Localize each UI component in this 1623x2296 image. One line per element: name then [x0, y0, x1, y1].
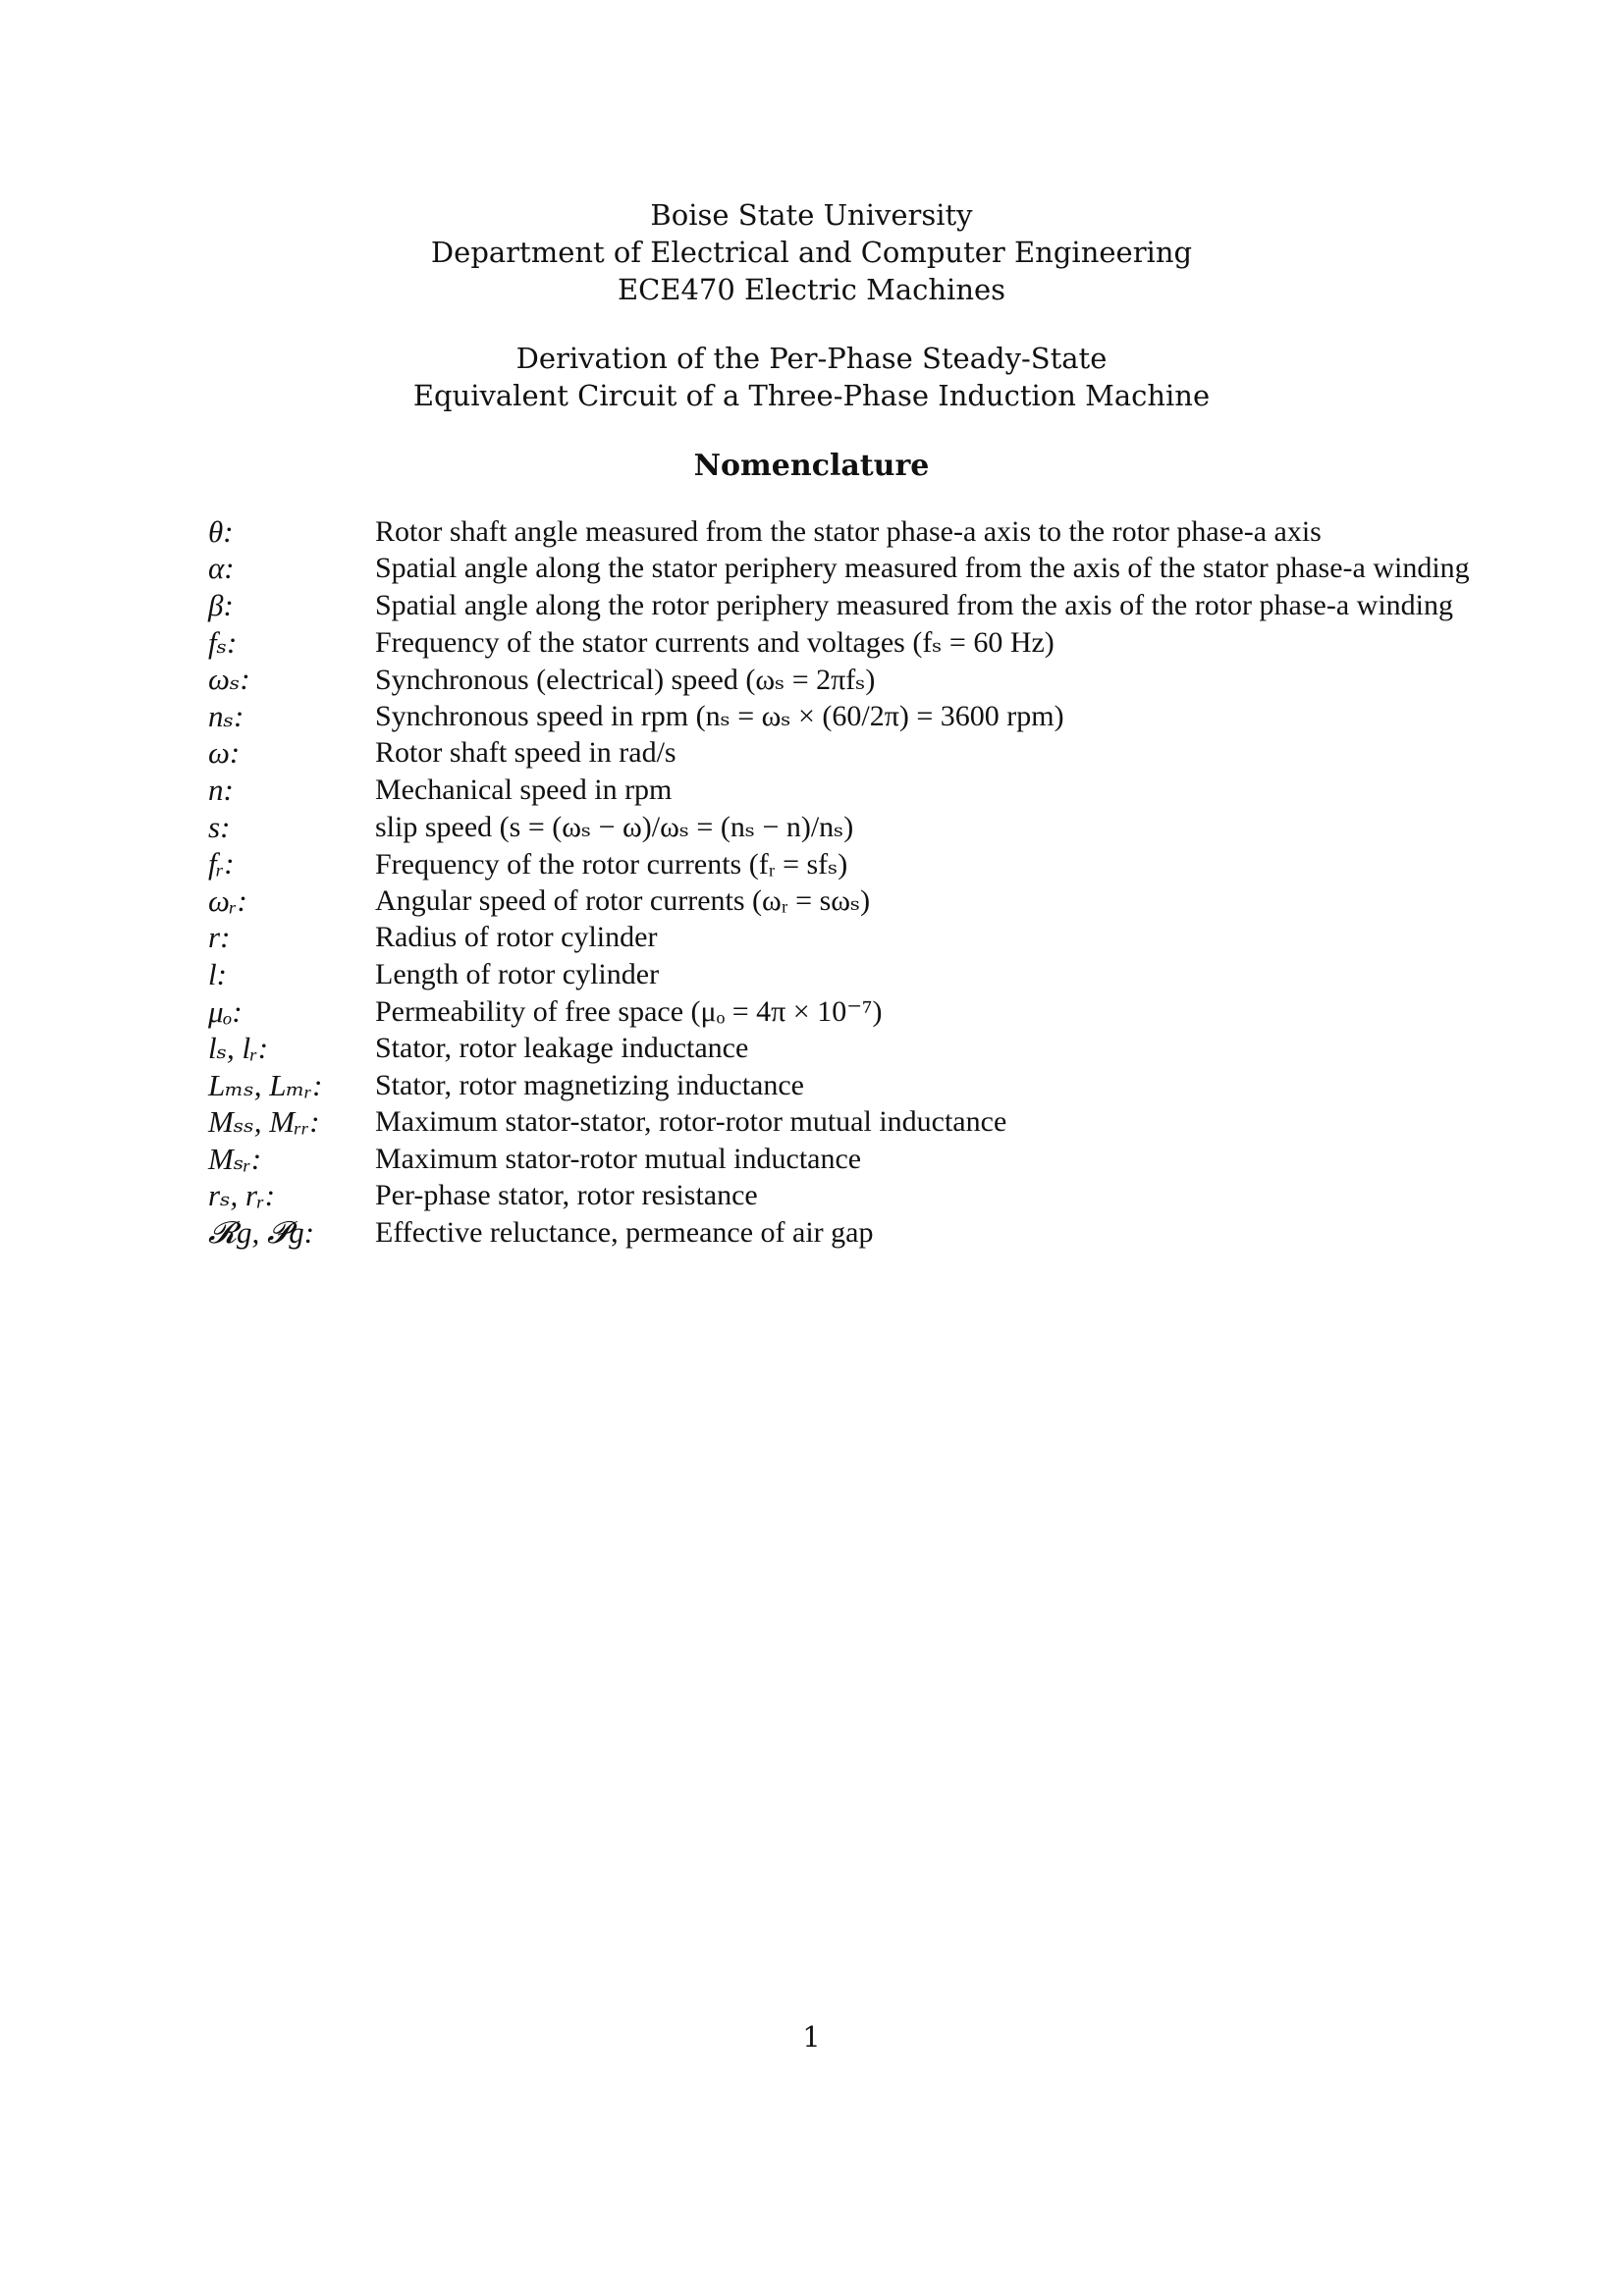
nomenclature-definition: Stator, rotor leakage inductance [375, 1032, 749, 1065]
department-name: Department of Electrical and Computer Engineering [430, 236, 1193, 269]
nomenclature-symbol: r: [208, 920, 231, 955]
nomenclature-symbol: ω: [208, 735, 241, 771]
course-name: ECE470 Electric Machines [617, 273, 1006, 306]
nomenclature-row [208, 624, 1602, 662]
section-heading-nomenclature: Nomenclature [693, 449, 930, 483]
nomenclature-definition: Rotor shaft speed in rad/s [375, 736, 676, 770]
nomenclature-row [208, 920, 1602, 957]
nomenclature-definition: Spatial angle along the stator periphery measured from the axis of the stator phase-a winding [375, 552, 1470, 585]
nomenclature-symbol: β: [208, 587, 234, 622]
university-name: Boise State University [650, 198, 973, 232]
nomenclature-row [208, 1141, 1602, 1178]
nomenclature-definition: Angular speed of rotor currents (ωᵣ = sωₛ) [375, 884, 871, 918]
nomenclature-row [208, 551, 1602, 588]
nomenclature-definition: Synchronous speed in rpm (nₛ = ωₛ × (60/2π) = 3600 rpm) [375, 700, 1064, 733]
nomenclature-definition: Spatial angle along the rotor periphery measured from the axis of the rotor phase-a winding [375, 588, 1453, 621]
nomenclature-symbol: ωᵣ: [208, 882, 247, 918]
nomenclature-row [208, 1030, 1602, 1067]
nomenclature-definition: Effective reluctance, permeance of air gap [375, 1216, 874, 1250]
nomenclature-symbol: ωₛ: [208, 662, 250, 697]
nomenclature-symbol: n: [208, 772, 234, 807]
nomenclature-definition: Permeability of free space (μₒ = 4π × 10⁻⁷) [375, 995, 883, 1029]
nomenclature-row [208, 1104, 1602, 1142]
nomenclature-row [208, 1214, 1602, 1252]
title-line-1: Derivation of the Per-Phase Steady-State [515, 342, 1108, 375]
nomenclature-definition: Length of rotor cylinder [375, 957, 660, 990]
nomenclature-definition: Frequency of the stator currents and voltages (fₛ = 60 Hz) [375, 626, 1055, 660]
nomenclature-row [208, 513, 1602, 551]
nomenclature-row [208, 1178, 1602, 1215]
nomenclature-definition: slip speed (s = (ωₛ − ω)/ωₛ = (nₛ − n)/nₛ) [375, 811, 854, 844]
nomenclature-definition: Mechanical speed in rpm [375, 773, 673, 806]
nomenclature-definition: Maximum stator-rotor mutual inductance [375, 1142, 862, 1175]
nomenclature-row [208, 587, 1602, 624]
document-header [0, 196, 1623, 485]
nomenclature-symbol: θ: [208, 513, 234, 549]
nomenclature-row [208, 882, 1602, 920]
nomenclature-symbol: Mₛₛ, Mᵣᵣ: [208, 1104, 320, 1140]
nomenclature-definition: Maximum stator-stator, rotor-rotor mutual inductance [375, 1105, 1007, 1139]
nomenclature-row [208, 661, 1602, 698]
nomenclature-symbol: s: [208, 809, 231, 844]
nomenclature-row [208, 735, 1602, 773]
nomenclature-symbol: lₛ, lᵣ: [208, 1031, 269, 1066]
nomenclature-row [208, 956, 1602, 993]
nomenclature-symbol: α: [208, 551, 235, 586]
nomenclature-definition: Rotor shaft angle measured from the stator phase-a axis to the rotor phase-a axis [375, 514, 1322, 548]
nomenclature-symbol: μₒ: [208, 993, 243, 1029]
nomenclature-definition: Stator, rotor magnetizing inductance [375, 1068, 804, 1101]
nomenclature-symbol: Mₛᵣ: [208, 1141, 262, 1176]
page-number: 1 [802, 2020, 821, 2054]
nomenclature-row [208, 993, 1602, 1031]
nomenclature-definition: Frequency of the rotor currents (fᵣ = sfₛ) [375, 847, 848, 881]
nomenclature-definition: Synchronous (electrical) speed (ωₛ = 2πfₛ) [375, 663, 876, 696]
nomenclature-symbol: fₛ: [208, 624, 238, 660]
nomenclature-row [208, 845, 1602, 882]
title-line-2: Equivalent Circuit of a Three-Phase Induction Machine [412, 379, 1211, 412]
nomenclature-symbol: l: [208, 956, 227, 991]
nomenclature-symbol: nₛ: [208, 698, 244, 733]
nomenclature-row [208, 809, 1602, 846]
nomenclature-symbol: 𝓡g, 𝓟g: [208, 1214, 315, 1250]
nomenclature-row [208, 772, 1602, 809]
nomenclature-symbol: fᵣ: [208, 846, 235, 881]
nomenclature-row [208, 698, 1602, 735]
nomenclature-definition: Per-phase stator, rotor resistance [375, 1179, 758, 1212]
document-title [0, 340, 1623, 414]
nomenclature-definition: Radius of rotor cylinder [375, 921, 658, 954]
nomenclature-list [208, 513, 1602, 1252]
nomenclature-symbol: Lₘₛ, Lₘᵣ: [208, 1067, 323, 1102]
nomenclature-row [208, 1067, 1602, 1104]
nomenclature-symbol: rₛ, rᵣ: [208, 1178, 276, 1213]
